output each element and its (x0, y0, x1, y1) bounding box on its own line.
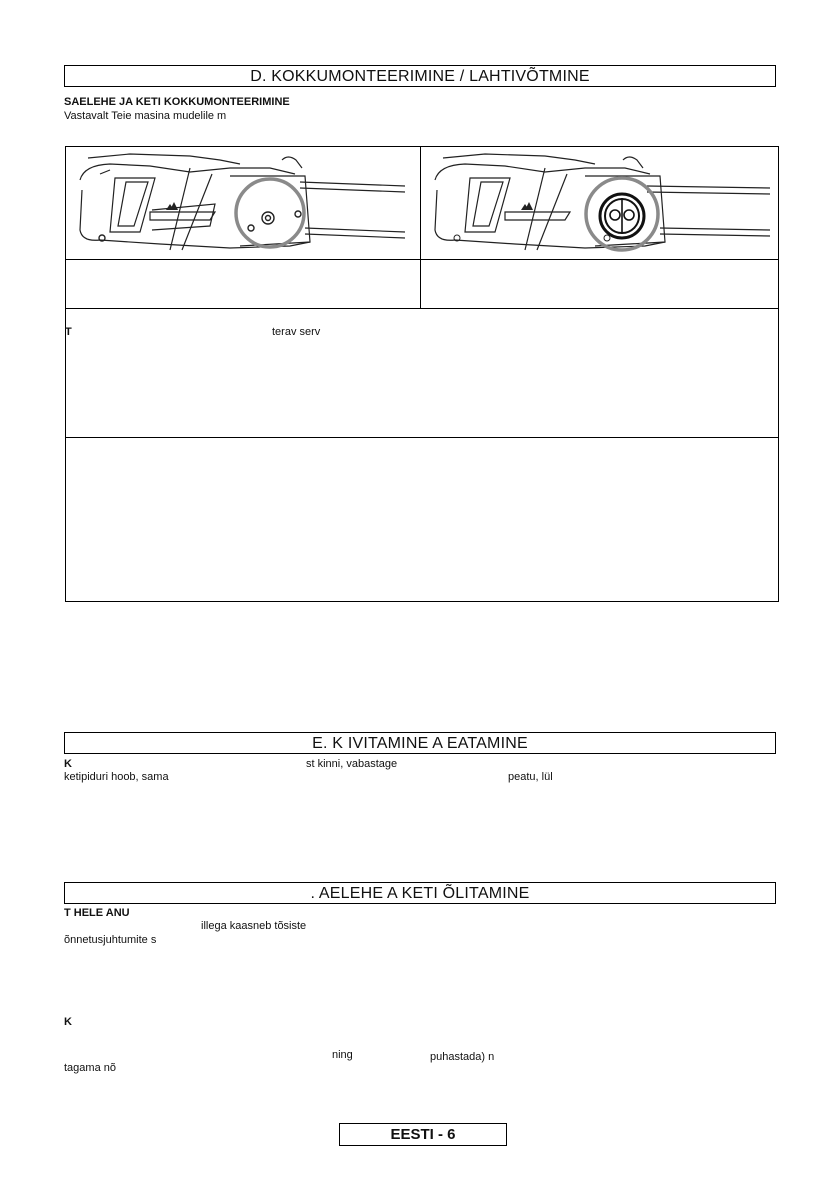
chainsaw-nut-illustration (70, 150, 415, 256)
warning-bottom-line (65, 437, 779, 438)
section-e-line2-fragment: peatu, lül (508, 771, 553, 783)
warning-fragment: terav serv (272, 326, 321, 338)
section-f-fragment1: illega kaasneb tõsiste (201, 920, 307, 932)
section-f-fragment5: tagama nõ (64, 1062, 116, 1074)
section-f-lead2: K (64, 1016, 72, 1028)
section-f-fragment3: ning (332, 1049, 353, 1061)
figure-divider (420, 146, 421, 308)
section-e-title: E. K IVITAMINE A EATAMINE (64, 732, 776, 754)
section-f-title: . AELEHE A KETI ÕLITAMINE (64, 882, 776, 904)
section-d-subtitle: SAELEHE JA KETI KOKKUMONTEERIMINE (64, 96, 290, 108)
section-e-line2-start: ketipiduri hoob, sama (64, 771, 169, 783)
page-label: EESTI - 6 (339, 1123, 507, 1146)
figure-caption-line (65, 259, 779, 260)
warning-lead: T (65, 326, 72, 338)
section-f-fragment4: puhastada) n (430, 1051, 495, 1063)
figure-bottom-line (65, 308, 779, 309)
section-f-lead: T HELE ANU (64, 907, 130, 919)
chainsaw-knob-illustration (425, 150, 775, 256)
section-d-intro: Vastavalt Teie masina mudelile m (64, 110, 227, 122)
section-d-title: D. KOKKUMONTEERIMINE / LAHTIVÕTMINE (64, 65, 776, 87)
section-e-line1-fragment: st kinni, vabastage (306, 758, 398, 770)
section-e-line1-lead: K (64, 758, 72, 770)
section-f-fragment2: õnnetusjuhtumite s (64, 934, 157, 946)
